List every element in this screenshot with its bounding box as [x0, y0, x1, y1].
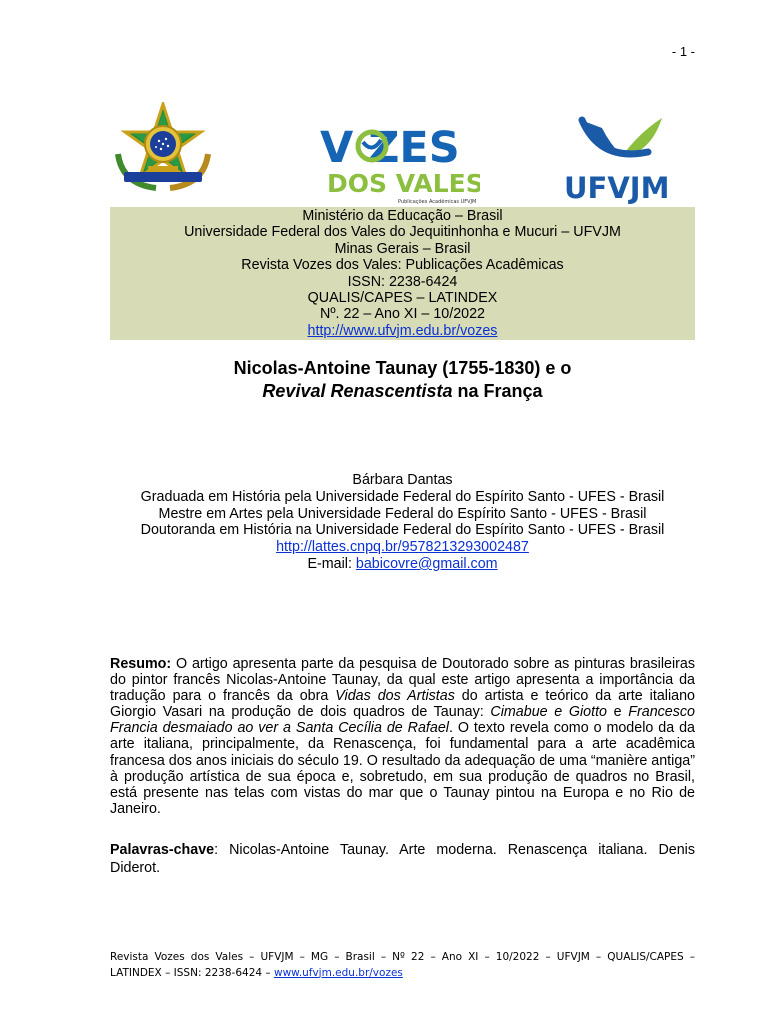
email-link[interactable]: babicovre@gmail.com [355, 555, 498, 572]
brazil-coat-of-arms-logo [112, 102, 214, 194]
vozes-logo-top-text: V ZES [320, 123, 460, 173]
vozes-logo-bottom-text: DOS VALES [327, 169, 480, 198]
lattes-link[interactable]: http://lattes.cnpq.br/9578213293002487 [276, 539, 529, 556]
author-affiliation: Mestre em Artes pela Universidade Federal do Espírito Santo - UFES - Brasil [158, 505, 647, 522]
keywords-text: : Nicolas-Antoine Taunay. Arte moderna. Renascença italiana. Denis Diderot. [110, 842, 695, 876]
author-name: Bárbara Dantas [352, 472, 453, 488]
title-rest: na França [452, 380, 543, 401]
abstract-painting-title: Cimabue e Giotto [490, 704, 607, 721]
journal-url-link[interactable]: http://www.ufvjm.edu.br/vozes [307, 322, 498, 339]
ufvjm-logo-text: UFVJM [564, 171, 670, 205]
journal-header-box [110, 207, 695, 340]
ufvjm-logo [562, 114, 690, 206]
vozes-dos-vales-logo [318, 112, 480, 204]
page-footer [110, 950, 695, 981]
author-email-line [110, 556, 695, 573]
title-italic: Revival Renascentista [262, 380, 453, 401]
footer-line-2 [110, 966, 695, 982]
title-line-1: Nicolas-Antoine Taunay (1755-1830) e o [233, 358, 572, 378]
abstract-paragraph [110, 656, 695, 817]
abstract-text: . O texto revela como o modelo da da arte italiana, principalmente, da Renascença, foi fundamental para a arte acadêmica francesa dos anos iniciais do século 19. O resultado da adequação de uma “manière antiga” à produção artística de sua época e, sobretudo, em sua produção de quadros no Brasil, está presente nas telas com vistas do mar que o Taunay pintou na Europa e no Rio de Janeiro. [110, 720, 695, 817]
header-line: Ministério da Educação – Brasil [302, 208, 503, 224]
abstract-work-title: Vidas dos Artistas [335, 688, 455, 705]
author-affiliation: Graduada em História pela Universidade Federal do Espírito Santo - UFES - Brasil [140, 488, 665, 505]
author-affiliation: Doutoranda em História na Universidade Federal do Espírito Santo - UFES - Brasil [140, 522, 665, 539]
abstract-label: Resumo: [110, 656, 172, 672]
header-line: Minas Gerais – Brasil [334, 240, 471, 257]
page-number: - 1 - [671, 44, 695, 59]
footer-text: LATINDEX – ISSN: 2238-6424 – [110, 966, 274, 979]
header-line: Universidade Federal dos Vales do Jequitinhonha e Mucuri – UFVJM [184, 224, 621, 241]
vozes-logo-tagline: Publicações Acadêmicas UFVJM [398, 199, 477, 204]
footer-line-1: Revista Vozes dos Vales – UFVJM – MG – Brasil – Nº 22 – Ano XI – 10/2022 – UFVJM – QUALIS/CAPES – [110, 951, 695, 963]
abstract-text: e [607, 704, 629, 721]
keywords-paragraph [110, 842, 695, 877]
header-line: Revista Vozes dos Vales: Publicações Acadêmicas [241, 257, 564, 274]
footer-url-link[interactable]: www.ufvjm.edu.br/vozes [273, 966, 403, 979]
title-line-2 [110, 380, 695, 403]
keywords-label: Palavras-chave [110, 842, 215, 858]
author-block [110, 472, 695, 573]
header-line: Nº. 22 – Ano XI – 10/2022 [320, 306, 485, 323]
abstract-text: O artigo apresenta parte da pesquisa de Doutorado sobre as pinturas brasileiras do pintor francês Nicolas-Antoine Taunay, da qual este artigo apresenta a importância da tradução para o francês da obra [110, 656, 695, 705]
abstract-painting-title: Francesco Francia desmaiado ao ver a Santa Cecília de Rafael [110, 704, 695, 737]
article-title [110, 357, 695, 402]
email-label: E-mail: [307, 555, 356, 572]
header-line: ISSN: 2238-6424 [347, 273, 458, 290]
abstract-text: do artista e teórico da arte italiano Giorgio Vasari na produção de dois quadros de Taunay: [110, 688, 695, 721]
header-line: QUALIS/CAPES – LATINDEX [307, 290, 498, 307]
